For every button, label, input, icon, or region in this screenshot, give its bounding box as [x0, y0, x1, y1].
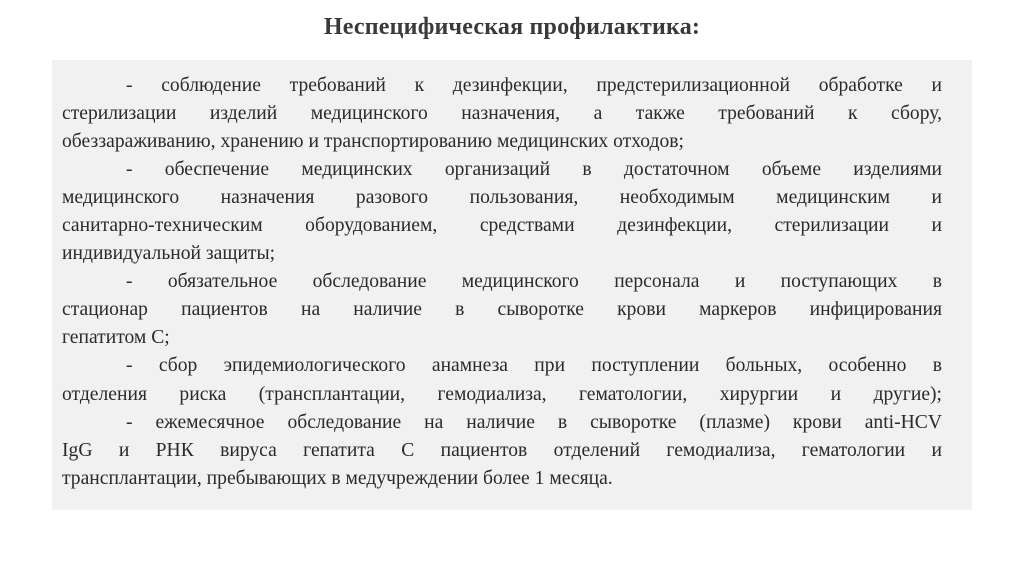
- slide-title: Неспецифическая профилактика:: [323, 14, 701, 40]
- text-line: обеззараживанию, хранению и транспортированию медицинских отходов;: [62, 131, 684, 153]
- text-line: - ежемесячное обследование на наличие в сыворотке (плазме) крови anti-HCV: [126, 411, 942, 433]
- text-line: стационар пациентов на наличие в сыворотке крови маркеров инфицирования: [62, 299, 942, 321]
- text-line: отделения риска (трансплантации, гемодиализа, гематологии, хирургии и другие);: [62, 383, 942, 405]
- text-line: - обеспечение медицинских организаций в достаточном объеме изделиями: [126, 159, 942, 181]
- text-line: санитарно-техническим оборудованием, средствами дезинфекции, стерилизации и: [62, 215, 942, 237]
- body-text: [62, 72, 942, 493]
- text-line: - сбор эпидемиологического анамнеза при поступлении больных, особенно в: [126, 355, 942, 377]
- text-line: IgG и РНК вируса гепатита С пациентов отделений гемодиализа, гематологии и: [62, 439, 942, 461]
- text-line: медицинского назначения разового пользования, необходимым медицинским и: [62, 187, 942, 209]
- text-line: трансплантации, пребывающих в медучреждении более 1 месяца.: [62, 467, 613, 489]
- text-line: индивидуальной защиты;: [62, 243, 276, 265]
- text-line: стерилизации изделий медицинского назначения, а также требований к сбору,: [62, 103, 942, 125]
- text-line: гепатитом С;: [62, 327, 170, 349]
- text-line: - обязательное обследование медицинского персонала и поступающих в: [126, 271, 942, 293]
- text-line: - соблюдение требований к дезинфекции, предстерилизационной обработке и: [126, 75, 942, 96]
